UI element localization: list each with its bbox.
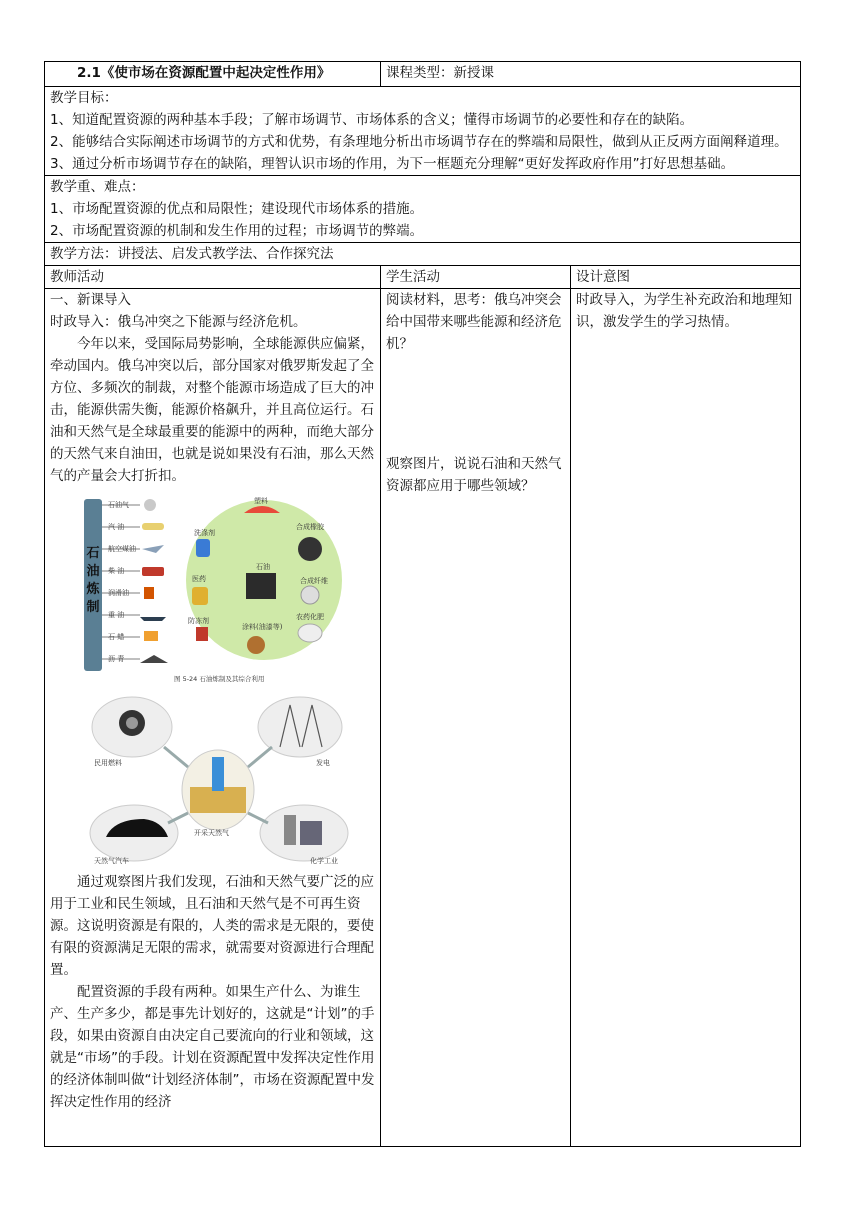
design-note: 时政导入，为学生补充政治和地理知识，激发学生的学习热情。 — [576, 292, 792, 330]
column-header-teacher: 教师活动 — [45, 266, 381, 289]
gas-use-label: 民用燃料 — [94, 759, 122, 767]
product-label: 石 蜡 — [108, 633, 125, 641]
column-header-design: 设计意图 — [571, 266, 801, 289]
vertical-label-char: 石 — [86, 546, 100, 561]
use-label: 防冻剂 — [188, 617, 209, 625]
use-label: 涂料(油漆等) — [242, 623, 283, 631]
petroleum-refining-diagram — [84, 495, 342, 685]
natural-gas-diagram — [84, 695, 354, 865]
product-label: 航空煤油 — [108, 545, 136, 553]
vertical-label-char: 制 — [86, 600, 100, 615]
objective-item: 2、能够结合实际阐述市场调节的方式和优势，有条理地分析出市场调节存在的弊端和局限性，做到从正反两方面阐释道理。 — [50, 134, 788, 150]
product-label: 沥 青 — [108, 655, 125, 663]
use-label: 塑料 — [254, 497, 268, 505]
design-intent-cell — [571, 289, 801, 1147]
product-label: 汽 油 — [108, 523, 125, 531]
objective-item: 1、知道配置资源的两种基本手段；了解市场调节、市场体系的含义；懂得市场调节的必要性和存在的缺陷。 — [50, 112, 694, 128]
natural-gas-figure — [84, 695, 354, 865]
section-heading: 一、新课导入 — [50, 292, 131, 308]
paragraph-energy: 今年以来，受国际局势影响，全球能源供应偏紧，牵动国内。俄乌冲突以后，部分国家对俄罗斯发起了全方位、多频次的制裁，对整个能源市场造成了巨大的冲击，能源供需失衡，能源价格飙升，并且高位运行。石油和天然气是全球最重要的能源中的两种，而绝大部分的天然气来自油田，也就是说如果没有石油，那么天然气的产量会大打折扣。 — [50, 336, 374, 484]
column-header-student: 学生活动 — [381, 266, 571, 289]
use-label: 医药 — [192, 575, 206, 583]
key-point-item: 1、市场配置资源的优点和局限性；建设现代市场体系的措施。 — [50, 201, 424, 217]
figure-caption: 图 5-24 石油炼制及其综合利用 — [174, 675, 265, 683]
product-list — [108, 500, 136, 663]
lesson-title: 2.1《使市场在资源配置中起决定性作用》 — [45, 62, 381, 87]
key-points-section — [45, 176, 801, 243]
gas-use-label: 开采天然气 — [194, 829, 229, 837]
objectives-section — [45, 87, 801, 176]
intro-line: 时政导入：俄乌冲突之下能源与经济危机。 — [50, 314, 307, 330]
key-points-heading: 教学重、难点： — [50, 179, 145, 195]
objectives-heading: 教学目标： — [50, 90, 118, 106]
gas-use-label: 发电 — [316, 759, 330, 767]
student-activity-cell — [381, 289, 571, 1147]
product-icons — [140, 499, 168, 663]
vertical-label-char: 油 — [86, 564, 100, 579]
product-label: 重 油 — [108, 611, 125, 619]
paragraph-allocation: 配置资源的手段有两种。如果生产什么、为谁生产、生产多少，都是事先计划好的，这就是“计划”的手段，如果由资源自由决定自己要流向的行业和领域，这就是“市场”的手段。计划在资源配置中发挥决定性作用的经济体制叫做“计划经济体制”，市场在资源配置中发挥决定性作用的经济 — [50, 984, 375, 1110]
use-label: 石油 — [256, 563, 270, 571]
product-label: 柴 油 — [108, 567, 125, 575]
course-type: 课程类型：新授课 — [381, 62, 801, 87]
use-label: 合成橡胶 — [296, 523, 324, 531]
student-question-2: 观察图片，说说石油和天然气资源都应用于哪些领域？ — [386, 456, 562, 494]
lesson-plan-document — [44, 61, 800, 1147]
use-label: 洗涤剂 — [194, 529, 215, 537]
student-question-1: 阅读材料，思考：俄乌冲突会给中国带来哪些能源和经济危机？ — [386, 292, 562, 352]
teaching-methods: 教学方法：讲授法、启发式教学法、合作探究法 — [45, 243, 801, 266]
teacher-activity-cell — [45, 289, 381, 1147]
use-label: 合成纤维 — [300, 577, 328, 585]
vertical-label-char: 炼 — [86, 582, 100, 597]
petroleum-refining-figure — [84, 495, 342, 685]
key-point-item: 2、市场配置资源的机制和发生作用的过程；市场调节的弊端。 — [50, 223, 424, 239]
paragraph-resources: 通过观察图片我们发现，石油和天然气要广泛的应用于工业和民生领域，且石油和天然气是不可再生资源。这说明资源是有限的，人类的需求是无限的，要使有限的资源满足无限的需求，就需要对资源进行合理配置。 — [50, 874, 374, 978]
gas-use-label: 天然气汽车 — [94, 857, 129, 865]
gas-use-label: 化学工业 — [310, 857, 338, 865]
lesson-plan-table — [44, 61, 801, 1147]
use-label: 农药化肥 — [296, 613, 324, 621]
objective-item: 3、通过分析市场调节存在的缺陷，理智认识市场的作用，为下一框题充分理解“更好发挥政府作用”打好思想基础。 — [50, 156, 735, 172]
product-label: 石油气 — [108, 501, 129, 509]
product-label: 润滑油 — [108, 589, 129, 597]
